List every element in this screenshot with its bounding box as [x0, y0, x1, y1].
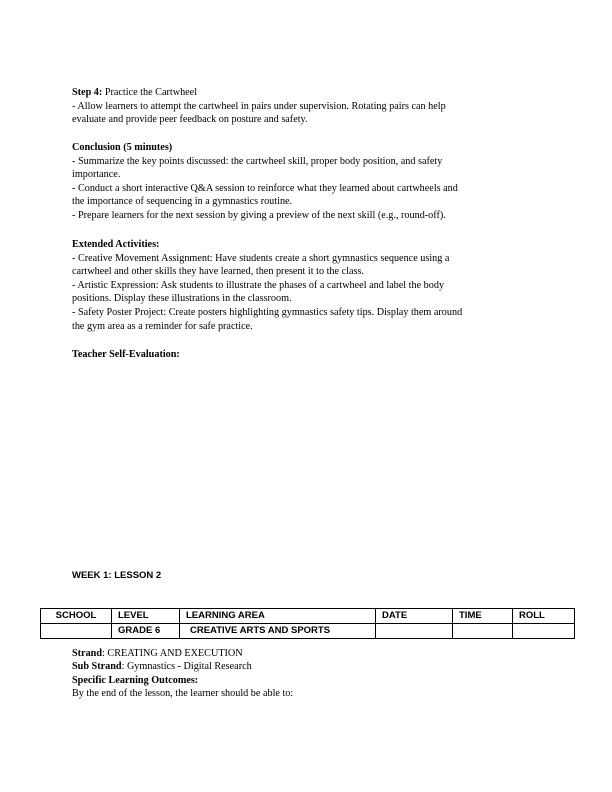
- lesson-info-table: [40, 608, 575, 639]
- table-header-cell: LEARNING AREA: [180, 609, 376, 624]
- strand-section: [72, 647, 542, 701]
- conclusion-heading: Conclusion (5 minutes): [72, 142, 173, 153]
- step4-section: [72, 86, 542, 127]
- table-cell: GRADE 6: [112, 624, 180, 639]
- extended-line: the gym area as a reminder for safe practice.: [72, 320, 253, 332]
- table-header-cell: TIME: [453, 609, 513, 624]
- extended-line: positions. Display these illustrations in the classroom.: [72, 293, 292, 305]
- strand-label: Strand: [72, 648, 103, 659]
- table-header-row: [41, 609, 575, 624]
- table-cell: CREATIVE ARTS AND SPORTS: [180, 624, 376, 639]
- table-cell: [513, 624, 575, 639]
- conclusion-line: the importance of sequencing in a gymnastics routine.: [72, 196, 293, 208]
- table-header-cell: SCHOOL: [41, 609, 112, 624]
- extended-heading: Extended Activities:: [72, 239, 160, 250]
- conclusion-line: - Conduct a short interactive Q&A session to reinforce what they learned about cartwheels and: [72, 182, 458, 194]
- sub-strand-label: Sub Strand: [72, 661, 122, 673]
- extended-activities-section: [72, 238, 542, 333]
- extended-line: cartwheel and other skills they have learned, then present it to the class.: [72, 266, 364, 278]
- conclusion-section: [72, 141, 542, 223]
- table-cell: [376, 624, 453, 639]
- conclusion-line: importance.: [72, 169, 121, 181]
- table-cell: [41, 624, 112, 639]
- step4-line: evaluate and provide peer feedback on posture and safety.: [72, 114, 308, 126]
- step4-line: - Allow learners to attempt the cartwheel in pairs under supervision. Rotating pairs can help: [72, 100, 446, 112]
- week-lesson-label: WEEK 1: LESSON 2: [72, 570, 162, 581]
- step4-title: Practice the Cartwheel: [102, 87, 198, 98]
- outcomes-heading: Specific Learning Outcomes:: [72, 674, 199, 686]
- extended-line: - Artistic Expression: Ask students to illustrate the phases of a cartwheel and label the body: [72, 279, 445, 291]
- extended-line: - Creative Movement Assignment: Have students create a short gymnastics sequence using a: [72, 252, 450, 264]
- self-evaluation-heading: Teacher Self-Evaluation:: [72, 349, 180, 360]
- conclusion-line: - Prepare learners for the next session by giving a preview of the next skill (e.g., round-off).: [72, 209, 446, 221]
- outcomes-intro: By the end of the lesson, the learner should be able to:: [72, 688, 294, 700]
- table-row: [41, 624, 575, 639]
- step4-heading: Step 4:: [72, 87, 103, 98]
- table-header-cell: ROLL: [513, 609, 575, 624]
- conclusion-line: - Summarize the key points discussed: the cartwheel skill, proper body position, and safety: [72, 155, 443, 167]
- strand-value: : CREATING AND EXECUTION: [102, 648, 243, 659]
- table-header-cell: LEVEL: [112, 609, 180, 624]
- self-evaluation-section: [72, 348, 542, 362]
- table-header-cell: DATE: [376, 609, 453, 624]
- extended-line: - Safety Poster Project: Create posters highlighting gymnastics safety tips. Display them around: [72, 306, 463, 318]
- table-cell: [453, 624, 513, 639]
- sub-strand-value: : Gymnastics - Digital Research: [121, 661, 252, 673]
